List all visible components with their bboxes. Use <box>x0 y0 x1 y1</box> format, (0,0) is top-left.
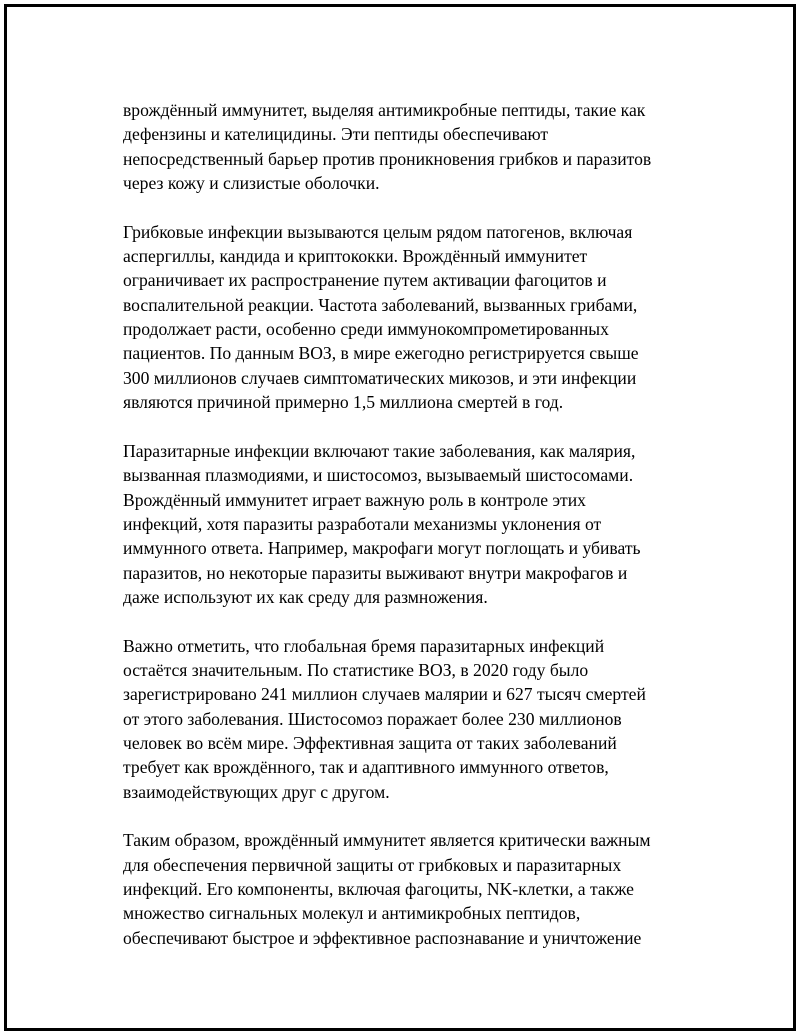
text-line: для обеспечения первичной защиты от грибковых и паразитарных <box>123 854 622 875</box>
text-line: обеспечивают быстрое и эффективное распознавание и уничтожение <box>123 927 642 948</box>
text-line: через кожу и слизистые оболочки. <box>123 173 380 194</box>
paragraph-2 <box>123 220 703 415</box>
text-line: инфекций, хотя паразиты разработали механизмы уклонения от <box>123 513 602 534</box>
text-line: врождённый иммунитет, выделяя антимикробные пептиды, такие как <box>123 100 646 120</box>
text-line: воспалительной реакции. Частота заболеваний, вызванных грибами, <box>123 294 638 315</box>
text-line: непосредственный барьер против проникновения грибков и паразитов <box>123 148 652 169</box>
text-line: паразитов, но некоторые паразиты выживают внутри макрофагов и <box>123 562 628 583</box>
text-line: остаётся значительным. По статистике ВОЗ, в 2020 году было <box>123 659 589 680</box>
text-line: множество сигнальных молекул и антимикробных пептидов, <box>123 903 581 924</box>
text-line: человек во всём мире. Эффективная защита от таких заболеваний <box>123 732 617 753</box>
paragraph-4 <box>123 634 703 804</box>
paragraph-3 <box>123 439 703 609</box>
text-line: пациентов. По данным ВОЗ, в мире ежегодно регистрируется свыше <box>123 343 639 364</box>
text-line: Важно отметить, что глобальная бремя паразитарных инфекций <box>123 635 605 656</box>
text-line: требует как врождённого, так и адаптивного иммунного ответов, <box>123 757 609 778</box>
paragraph-1 <box>123 98 703 195</box>
text-line: ограничивает их распространение путем активации фагоцитов и <box>123 270 607 291</box>
text-line: аспергиллы, кандида и криптококки. Врождённый иммунитет <box>123 246 588 267</box>
text-line: Врождённый иммунитет играет важную роль в контроле этих <box>123 489 586 510</box>
text-line: являются причиной примерно 1,5 миллиона смертей в год. <box>123 392 564 413</box>
text-line: иммунного ответа. Например, макрофаги могут поглощать и убивать <box>123 538 641 559</box>
text-line: продолжает расти, особенно среди иммунокомпрометированных <box>123 319 609 340</box>
text-line: от этого заболевания. Шистосомоз поражает более 230 миллионов <box>123 708 622 729</box>
text-line: инфекций. Его компоненты, включая фагоциты, NK-клетки, а также <box>123 879 634 899</box>
text-line: взаимодействующих друг с другом. <box>123 781 390 802</box>
text-line: Паразитарные инфекции включают такие заболевания, как малярия, <box>123 440 636 461</box>
text-line: даже используют их как среду для размножения. <box>123 586 488 607</box>
text-line: зарегистрировано 241 миллион случаев малярии и 627 тысяч смертей <box>123 684 646 705</box>
document-body <box>123 98 703 950</box>
text-line: вызванная плазмодиями, и шистосомоз, вызываемый шистосомами. <box>123 465 634 486</box>
paragraph-5 <box>123 828 703 950</box>
text-line: дефензины и кателицидины. Эти пептиды обеспечивают <box>123 124 549 145</box>
text-line: Грибковые инфекции вызываются целым рядом патогенов, включая <box>123 221 633 242</box>
page-frame <box>4 4 796 1031</box>
text-line: 300 миллионов случаев симптоматических микозов, и эти инфекции <box>123 367 637 388</box>
text-line: Таким образом, врождённый иммунитет является критически важным <box>123 830 651 851</box>
